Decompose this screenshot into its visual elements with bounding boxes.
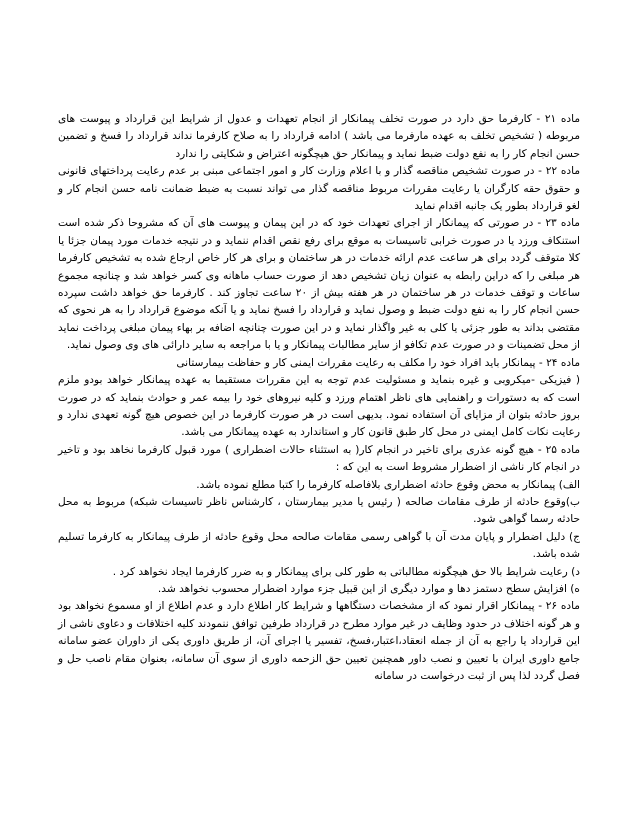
article-25: ماده ۲۵ - هیچ گونه عذری برای تاخیر در انجام کار( به استثناء حالات اضطراری ) مورد قبول کارفرما نخاهد بود و تاخیر در انجام کار ناشی از اضطرار مشروط است به این که : bbox=[58, 443, 580, 474]
article-25-item-be: ب)وقوع حادثه از طرف مقامات صالحه ( رئیس یا مدیر بیمارستان ، کارشناس ناظر تاسیسات شبکه) مربوط به محل حادثه رسما گواهی شود. bbox=[58, 495, 580, 526]
article-25-item-alef: الف) پیمانکار به محض وقوع حادثه اضطراری بلافاصله کارفرما را کتبا مطلع نموده باشد. bbox=[196, 478, 580, 491]
article-23: ماده ۲۳ - در صورتی که پیمانکار از اجرای تعهدات خود که در این پیمان و پیوست های آن که مشروحا ذکر شده است استنکاف ورزد یا در صورت خرابی تاسیسات به موقع برای رفع نقص اقدام ننماید و در نتیجه خدمات مورد پیمان جزئا یا کلا متوقف گردد برای هر ساعت عدم ارائه خدمات در هر ساختمان و برای هر کار خاص ارجاع شده به تشخیص کارفرما هر مبلغی را که دراین رابطه به عنوان زیان تشخیص دهد از صورت حساب ماهانه وی کسر خواهد شد و چنانچه مجموع ساعات و توقف خدمات در هر ساختمان در هر هفته بیش از ۲۰ ساعت تجاوز کند . کارفرما حق خواهد داشت سپرده حسن انجام کار را به نفع دولت ضبط و وصول نماید و قرارداد را فسخ نماید و یا آنکه موضوع قرارداد را به هر نحوی که مقتضی بداند به طور جزئی یا کلی به غیر واگذار نماید و در این صورت چنانچه اضافه بر بهاء پیمان مبلغی پرداخت نماید از محل تضمینات و در صورت عدم تکافو از سایر مطالبات پیمانکار و یا با مراجعه به سایر دارائی های وی وصول نماید. bbox=[58, 217, 580, 352]
article-25-item-dal: د) رعایت شرایط بالا حق هیچگونه مطالباتی به طور کلی برای پیمانکار و به ضرر کارفرما ایجاد نخواهد کرد . bbox=[112, 565, 580, 578]
article-24-body: ( فیزیکی -میکروبی و غیره بنماید و مسئولیت عدم توجه به این مقررات مستقیما به عهده پیمانکار خواهد بودو ملزم است که به دستورات و راهنمایی های ناظر اهتمام ورزد و کلیه نیروهای خود را بیمه عمر و حوادث بنماید که در صورت بروز حادثه بتوان از مزایای آن استفاده نمود. بدیهی است در هر صورت کارفرما در این خصوص هیچ گونه تعهدی ندارد و رعایت نکات کامل ایمنی در محل کار طبق قانون کار و استاندارد به عهده پیمانکار می باشد. bbox=[58, 374, 580, 439]
article-26: ماده ۲۶ - پیمانکار اقرار نمود که از مشخصات دستگاهها و شرایط کار اطلاع دارد و عدم اطلاع از او مسموع نخواهد بود و هر گونه اختلاف در حدود وظایف در غیر موارد مطرح در قرارداد طرفین توافق ننمودند کلیه اختلافات و دعاوی ناشی از این قرارداد یا راجع به آن از جمله انعقاد،اعتبار،فسخ، تفسیر یا اجرای آن، از طریق داوری یکی از داوران عضو سامانه جامع داوری ایران با تعیین و نصب داور همچنین تعیین حق الزحمه داوری از سوی آن سامانه، بعنوان مقام ناصب حل و فصل گردد لذا پس از ثبت درخواست در سامانه bbox=[58, 600, 580, 682]
article-21: ماده ۲۱ - کارفرما حق دارد در صورت تخلف پیمانکار از انجام تعهدات و عدول از شرایط این قرارداد و پیوست های مربوطه ( تشخیص تخلف به عهده مارفرما می باشد ) ادامه قرارداد را به صلاح کارفرما نداند قرارداد را فسخ و تضمین حسن انجام کار را به نفع دولت ضبط نماید و پیمانکار حق هیچگونه اعتراض و شکایتی را ندارد bbox=[58, 113, 580, 160]
article-25-item-he: ه) افزایش سطح دستمز دها و موارد دیگری از این قبیل جزء موارد اضطرار محسوب نخواهد شد. bbox=[157, 582, 580, 595]
article-25-item-jim: ج) دلیل اضطرار و پایان مدت آن با گواهی رسمی مقامات صالحه محل وقوع حادثه از طرف پیمانکار به کارفرما تسلیم شده باشد. bbox=[58, 530, 580, 561]
article-24-heading: ماده ۲۴ - پیمانکار باید افراد خود را مکلف به رعایت مقررات ایمنی کار و حفاظت بیمارستانی bbox=[176, 356, 580, 369]
document-body bbox=[58, 111, 580, 685]
article-22: ماده ۲۲ - در صورت تشخیص مناقصه گذار و با اعلام وزارت کار و امور اجتماعی مبنی بر عدم رعایت پرداختهای قانونی و حقوق حقه کارگران یا رعایت مقررات مربوط مناقصه گذار می تواند نسبت به ضبط ضمانت نامه حسن انجام کار و لغو قرارداد بطور یک جانبه اقدام نماید bbox=[58, 165, 580, 213]
